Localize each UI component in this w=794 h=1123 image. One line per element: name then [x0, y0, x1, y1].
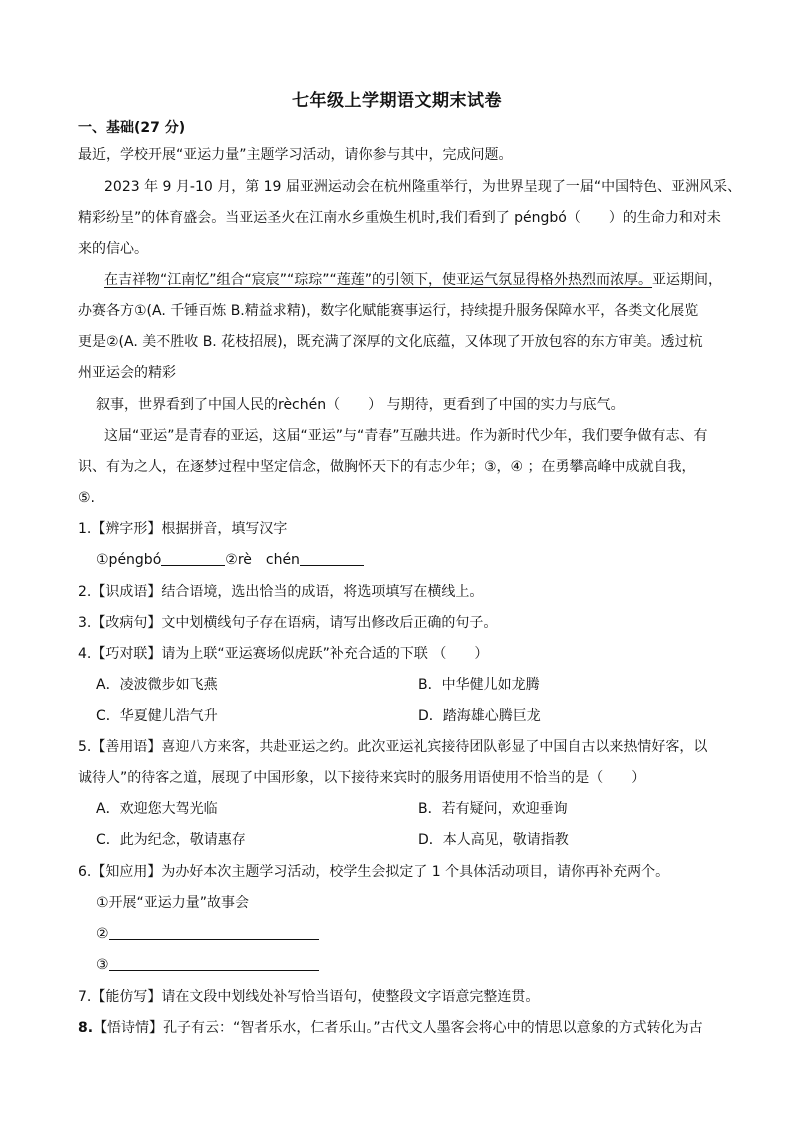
- option-d[interactable]: D．本人高见，敬请指教: [418, 832, 569, 848]
- option-c[interactable]: C．华夏健儿浩气升: [96, 708, 218, 724]
- passage-line: 更是②(A. 美不胜收 B. 花枝招展)，既充满了深厚的文化底蕴，又体现了开放包容的东方审美。透过杭: [78, 334, 703, 350]
- underlined-sentence: 在吉祥物“江南忆”组合“宸宸”“琮琮”“莲莲”的引领下，使亚运气氛显得格外热烈而浓厚。: [104, 272, 653, 288]
- passage-line: 来的信心。: [78, 241, 148, 257]
- passage-line: [104, 270, 784, 290]
- option-a[interactable]: A．欢迎您大驾光临: [96, 801, 218, 817]
- question-3: 3.【改病句】文中划横线句子存在语病，请写出修改后正确的句子。: [78, 615, 498, 631]
- answer-blank-4[interactable]: [109, 956, 319, 971]
- option-a[interactable]: A．凌波微步如飞燕: [96, 677, 218, 693]
- passage-line: 这届“亚运”是青春的亚运，这届“亚运”与“青春”互融共进。作为新时代少年，我们要争做有志、有: [104, 428, 708, 444]
- passage-line: 精彩纷呈”的体育盛会。当亚运圣火在江南水乡重焕生机时,我们看到了 péngbó（ ）的生命力和对未: [78, 210, 721, 226]
- passage-line: 叙事，世界看到了中国人民的rèchén（ ） 与期待，更看到了中国的实力与底气。: [96, 397, 625, 413]
- intro-text: 最近，学校开展“亚运力量”主题学习活动，请你参与其中，完成问题。: [78, 147, 513, 163]
- option-b[interactable]: B．中华健儿如龙腾: [418, 677, 540, 693]
- passage-line: ⑤.: [78, 490, 96, 506]
- option-d[interactable]: D．踏海雄心腾巨龙: [418, 708, 541, 724]
- question-5: 5.【善用语】喜迎八方来客，共赴亚运之约。此次亚运礼宾接待团队彰显了中国自古以来热情好客，以: [78, 739, 708, 755]
- option-c[interactable]: C．此为纪念，敬请惠存: [96, 832, 246, 848]
- activity-item-3: ③: [96, 955, 776, 975]
- question-8: 8.【悟诗情】孔子有云：“智者乐水，仁者乐山。”古代文人墨客会将心中的情思以意象的方式转化为古: [78, 1020, 703, 1036]
- answer-blank-3[interactable]: [109, 925, 319, 940]
- passage-line: 识、有为之人，在逐梦过程中坚定信念，做胸怀天下的有志少年；③，④ ；在勇攀高峰中成就自我，: [78, 459, 696, 475]
- passage-line: 2023 年 9 月-10 月，第 19 届亚洲运动会在杭州隆重举行，为世界呈现了一届“中国特色、亚洲风采、: [104, 179, 742, 195]
- question-1-answers: ①péngbó ②rè chén: [96, 550, 776, 570]
- option-b[interactable]: B．若有疑问，欢迎垂询: [418, 801, 568, 817]
- question-4: 4.【巧对联】请为上联“亚运赛场似虎跃”补充合适的下联 （ ）: [78, 646, 489, 662]
- question-6: 6.【知应用】为办好本次主题学习活动，校学生会拟定了 1 个具体活动项目，请你再补充两个。: [78, 864, 670, 880]
- question-2: 2.【识成语】结合语境，选出恰当的成语，将选项填写在横线上。: [78, 584, 484, 600]
- activity-item-2: ②: [96, 924, 776, 944]
- answer-blank-1[interactable]: [161, 551, 225, 566]
- question-5-cont: 诚待人”的待客之道，展现了中国形象，以下接待来宾时的服务用语使用不恰当的是（ ）: [78, 770, 646, 786]
- page-title: 七年级上学期语文期末试卷: [292, 91, 502, 111]
- section-heading: 一、基础(27 分): [78, 120, 186, 136]
- passage-line: 州亚运会的精彩: [78, 365, 176, 381]
- question-7: 7.【能仿写】请在文段中划线处补写恰当语句，使整段文字语意完整连贯。: [78, 989, 540, 1005]
- passage-line: 办赛各方①(A. 千锤百炼 B.精益求精)，数字化赋能赛事运行，持续提升服务保障水平，各类文化展览: [78, 303, 699, 319]
- passage-text: 亚运期间，: [652, 272, 723, 288]
- question-1: 1.【辨字形】根据拼音，填写汉字: [78, 521, 288, 537]
- answer-blank-2[interactable]: [300, 551, 364, 566]
- activity-item-1: ①开展“亚运力量”故事会: [96, 895, 250, 911]
